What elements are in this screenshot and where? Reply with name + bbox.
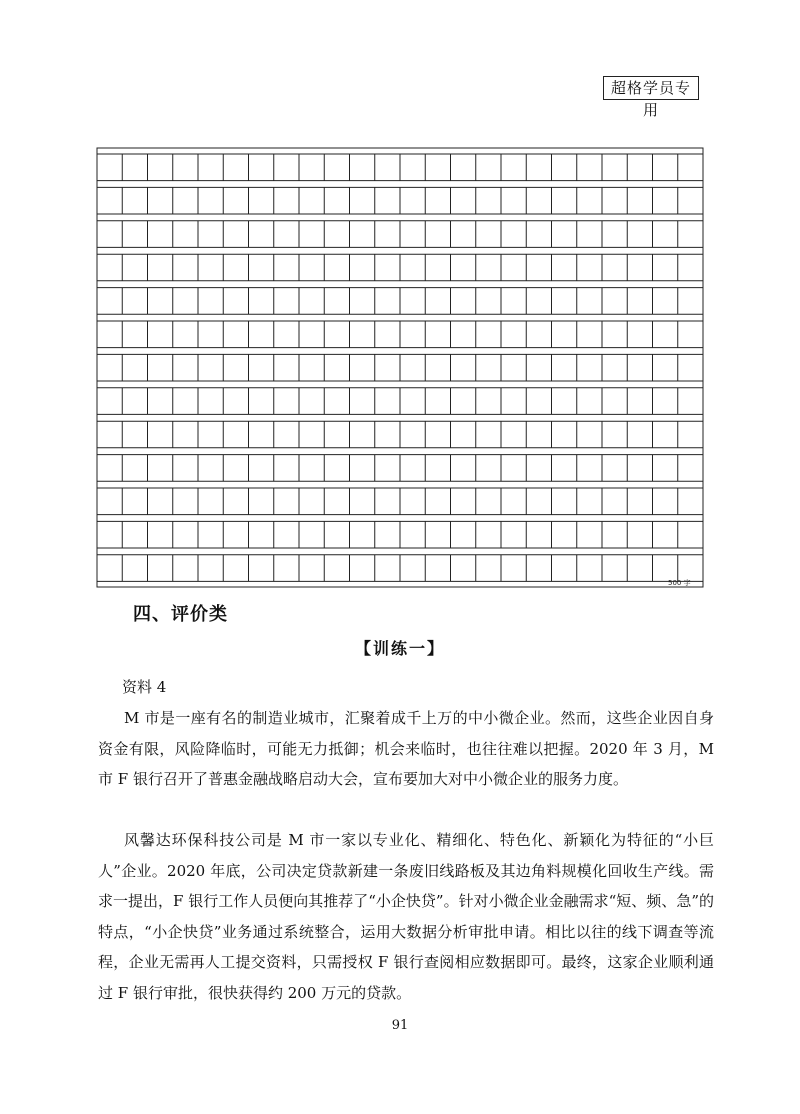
material-label: 资料 4 [122,678,167,696]
material-paragraph-1: M 市是一座有名的制造业城市，汇聚着成千上万的中小微企业。然而，这些企业因自身资金有限，风险降临时，可能无力抵御；机会来临时，也往往难以把握。2020 年 3 月，M 市 F 银行召开了普惠金融战略启动大会，宣布要加大对中小微企业的服务力度。 [98,709,714,788]
section-title: 四、评价类 [133,604,228,625]
material-paragraph-2: 风馨达环保科技公司是 M 市一家以专业化、精细化、特色化、新颖化为特征的“小巨人”企业。2020 年底，公司决定贷款新建一条废旧线路板及其边角料规模化回收生产线。需求一提出，F 银行工作人员便向其推荐了“小企快贷”。针对小微企业金融需求“短、频、急”的特点，“小企快贷”业务通过系统整合，运用大数据分析审批申请。相比以往的线下调查等流程，企业无需再人工提交资料，只需授权 F 银行查阅相应数据即可。最终，这家企业顺利通过 F 银行审批，很快获得约 200 万元的贷款。 [98,831,714,1002]
word-count-note: 500 字 [668,579,691,587]
exercise-title: 【训练一】 [354,639,445,658]
page-number: 91 [391,1018,409,1033]
student-only-badge: 超格学员专用 [603,76,699,100]
